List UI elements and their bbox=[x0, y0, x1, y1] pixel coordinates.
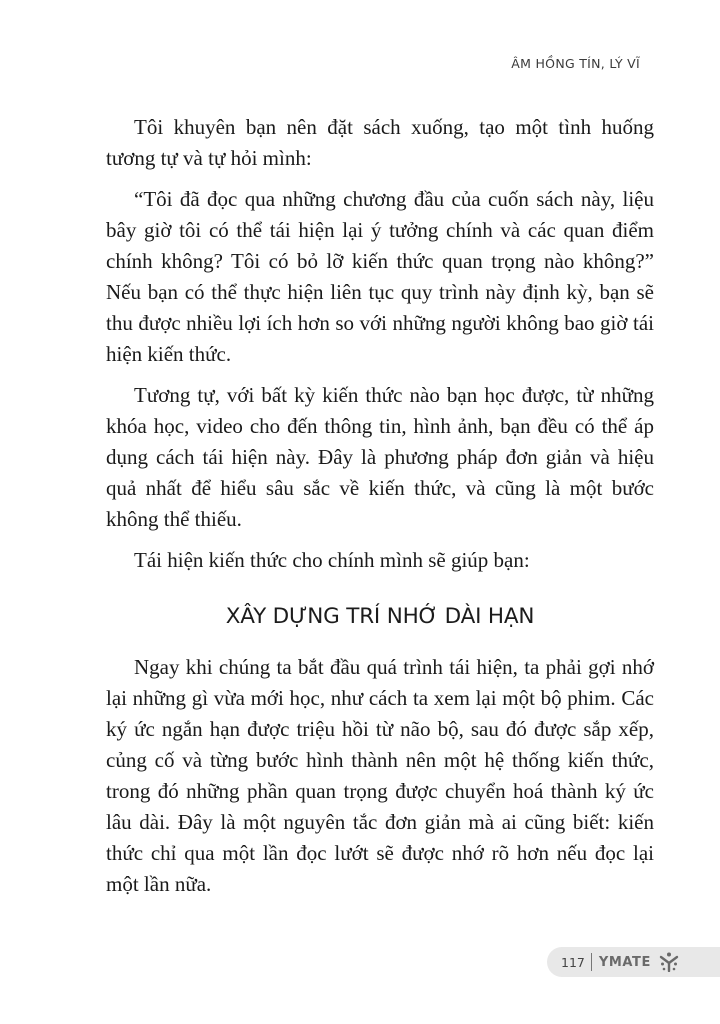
page-number: 117 bbox=[561, 954, 585, 970]
running-header: ÂM HỒNG TÍN, LÝ VĨ bbox=[511, 56, 640, 71]
page-footer bbox=[547, 947, 720, 977]
page-body bbox=[106, 112, 654, 910]
paragraph: Tương tự, với bất kỳ kiến thức nào bạn học được, từ những khóa học, video cho đến thông tin, hình ảnh, bạn đều có thể áp dụng cách tái hiện này. Đây là phương pháp đơn giản và hiệu quả nhất để hiểu sâu sắc về kiến thức, và cũng là một bước không thể thiếu. bbox=[106, 383, 654, 531]
paragraph: Ngay khi chúng ta bắt đầu quá trình tái hiện, ta phải gợi nhớ lại những gì vừa mới học, như cách ta xem lại một bộ phim. Các ký ức ngắn hạn được triệu hồi từ não bộ, sau đó được sắp xếp, củng cố và từng bước hình thành nên một hệ thống kiến thức, trong đó những phần quan trọng được chuyển hoá thành ký ức lâu dài. Đây là một nguyên tắc đơn giản mà ai cũng biết: kiến thức chỉ qua một lần đọc lướt sẽ được nhớ rõ hơn nếu đọc lại một lần nữa. bbox=[106, 655, 654, 896]
paragraph: Tôi khuyên bạn nên đặt sách xuống, tạo một tình huống tương tự và tự hỏi mình: bbox=[106, 115, 654, 170]
paragraph: “Tôi đã đọc qua những chương đầu của cuốn sách này, liệu bây giờ tôi có thể tái hiện lại ý tưởng chính và các quan điểm chính không? Tôi có bỏ lỡ kiến thức quan trọng nào không?” Nếu bạn có thể thực hiện liên tục quy trình này định kỳ, bạn sẽ thu được nhiều lợi ích hơn so với những người không bao giờ tái hiện kiến thức. bbox=[106, 187, 654, 366]
ymate-logo-icon bbox=[659, 952, 679, 972]
paragraph: Tái hiện kiến thức cho chính mình sẽ giúp bạn: bbox=[134, 548, 530, 572]
divider bbox=[591, 953, 592, 971]
section-heading: XÂY DỰNG TRÍ NHỚ DÀI HẠN bbox=[225, 604, 535, 629]
brand-name: YMATE bbox=[598, 954, 652, 970]
